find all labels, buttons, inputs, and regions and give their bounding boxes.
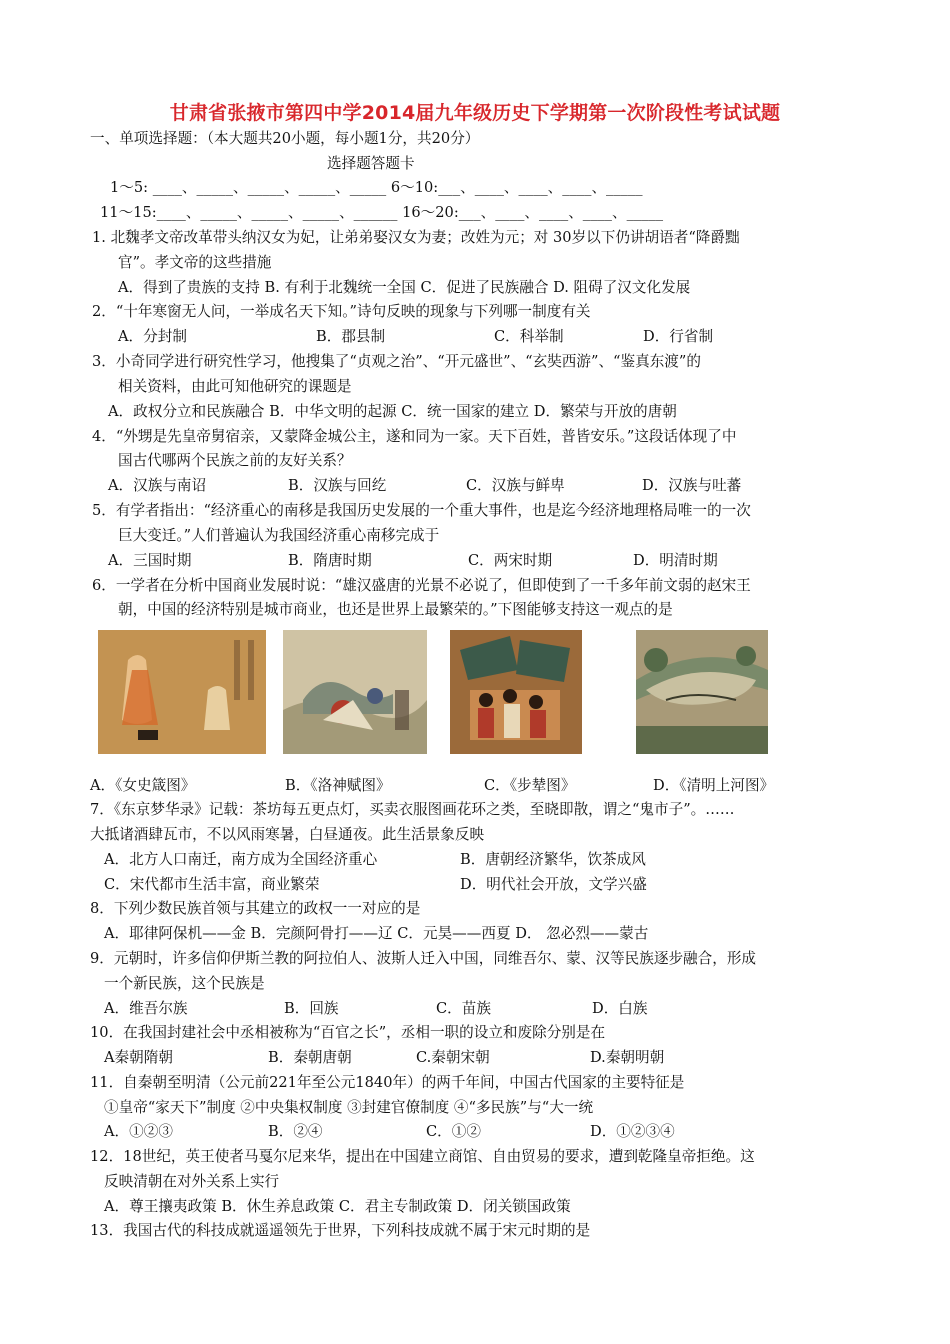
option-a: A．①②③ [104, 1123, 173, 1140]
option-a: A．北方人口南迁，南方成为全国经济重心 [104, 851, 378, 868]
question-text: 8．下列少数民族首领与其建立的政权一一对应的是 [90, 900, 421, 917]
question-text: 6．一学者在分析中国商业发展时说：“雄汉盛唐的光景不必说了，但即使到了一千多年前文弱的赵宋王 [92, 577, 751, 594]
question-text: 相关资料，由此可知他研究的课题是 [118, 378, 352, 395]
answer-card-row: 11～15:____、_____、_____、_____、______ 16～20:___、____、____、____、_____ [100, 204, 664, 221]
option-c: C．两宋时期 [468, 552, 553, 569]
option-text: A．耶律阿保机——金 B．完颜阿骨打——辽 C．元昊——西夏 D． 忽必烈——蒙古 [104, 925, 649, 942]
option-b: B．郡县制 [316, 328, 386, 345]
option-b: B．隋唐时期 [288, 552, 372, 569]
painting-image [98, 630, 266, 754]
option-text: A．得到了贵族的支持 B. 有利于北魏统一全国 C．促进了民族融合 D. 阻碍了汉文化发展 [118, 279, 691, 296]
question-text: 反映清朝在对外关系上实行 [104, 1173, 280, 1190]
option-c: C．苗族 [436, 1000, 491, 1017]
question-text: 朝，中国的经济特别是城市商业，也还是世界上最繁荣的。”下图能够支持这一观点的是 [118, 601, 673, 618]
option-a: A．汉族与南诏 [108, 477, 207, 494]
question-text: 大抵诸酒肆瓦市，不以风雨寒暑，白昼通夜。此生活景象反映 [90, 826, 485, 843]
question-text: 5．有学者指出：“经济重心的南移是我国历史发展的一个重大事件，也是迄今经济地理格局唯一的一次 [92, 502, 751, 519]
option-d: D.秦朝明朝 [590, 1049, 665, 1066]
option-c: C．《步辇图》 [484, 777, 576, 794]
question-text: 10．在我国封建社会中丞相被称为“百官之长”，丞相一职的设立和废除分别是在 [90, 1024, 606, 1041]
option-c: C．①② [426, 1123, 481, 1140]
question-text: 3．小奇同学进行研究性学习，他搜集了“贞观之治”、“开元盛世”、“玄奘西游”、“鉴真东渡”的 [92, 353, 701, 370]
option-d: D．明代社会开放，文学兴盛 [460, 876, 647, 893]
option-b: B．秦朝唐朝 [268, 1049, 352, 1066]
option-c: C．宋代都市生活丰富，商业繁荣 [104, 876, 320, 893]
option-d: D．行省制 [643, 328, 714, 345]
answer-card-row: 1～5: ____、_____、_____、_____、_____ 6～10:___、____、____、____、_____ [110, 179, 643, 196]
question-text: 12．18世纪，英王使者马戛尔尼来华，提出在中国建立商馆、自由贸易的要求，遭到乾隆皇帝拒绝。这 [90, 1148, 755, 1165]
question-text: 9．元朝时，许多信仰伊斯兰教的阿拉伯人、波斯人迁入中国，同维吾尔、蒙、汉等民族逐步融合，形成 [90, 950, 757, 967]
question-text: ①皇帝“家天下”制度 ②中央集权制度 ③封建官僚制度 ④“多民族”与“大一统 [104, 1099, 594, 1116]
question-text: 2．“十年寒窗无人问，一举成名天下知。”诗句反映的现象与下列哪一制度有关 [92, 303, 591, 320]
option-a: A．三国时期 [108, 552, 192, 569]
option-b: B．《洛神赋图》 [285, 777, 391, 794]
option-text: A．尊王攘夷政策 B．休生养息政策 C．君主专制政策 D．闭关锁国政策 [104, 1198, 571, 1215]
question-text: 巨大变迁。”人们普遍认为我国经济重心南移完成于 [118, 527, 440, 544]
question-text: 一个新民族，这个民族是 [104, 975, 265, 992]
option-b: B．②④ [268, 1123, 323, 1140]
option-d: D．汉族与吐蕃 [642, 477, 742, 494]
question-text: 1. 北魏孝文帝改革带头纳汉女为妃，让弟弟娶汉女为妻；改姓为元；对 30岁以下仍讲胡语者“降爵黜 [92, 229, 740, 246]
option-b: B．汉族与回纥 [288, 477, 387, 494]
painting-image [636, 630, 768, 754]
option-a: A．维吾尔族 [104, 1000, 188, 1017]
option-c: C．汉族与鲜卑 [466, 477, 565, 494]
option-b: B．回族 [284, 1000, 339, 1017]
question-text: 11．自秦朝至明清（公元前221年至公元1840年）的两千年间，中国古代国家的主要特征是 [90, 1074, 685, 1091]
option-c: C．科举制 [494, 328, 564, 345]
painting-image [450, 630, 582, 754]
option-b: B．唐朝经济繁华，饮茶成风 [460, 851, 646, 868]
option-d: D．白族 [592, 1000, 648, 1017]
option-d: D．①②③④ [590, 1123, 675, 1140]
question-text: 7．《东京梦华录》记载：茶坊每五更点灯，买卖衣服图画花环之类，至晓即散，谓之“鬼市子”。…… [90, 801, 735, 818]
painting-image [283, 630, 427, 754]
option-d: D．明清时期 [633, 552, 718, 569]
option-a: A．分封制 [118, 328, 187, 345]
question-text: 官”。孝文帝的这些措施 [118, 254, 272, 271]
question-text: 国古代哪两个民族之前的友好关系？ [118, 452, 352, 469]
question-text: 13．我国古代的科技成就遥遥领先于世界，下列科技成就不属于宋元时期的是 [90, 1222, 591, 1239]
option-d: D．《清明上河图》 [653, 777, 775, 794]
section-heading: 一、单项选择题：（本大题共20小题，每小题1分，共20分） [90, 130, 480, 147]
page-title: 甘肃省张掖市第四中学2014届九年级历史下学期第一次阶段性考试试题 [169, 102, 781, 124]
question-text: 4．“外甥是先皇帝舅宿亲，又蒙降金城公主，遂和同为一家。天下百姓，普皆安乐。”这段话体现了中 [92, 428, 737, 445]
answer-card-heading: 选择题答题卡 [327, 155, 415, 172]
option-text: A．政权分立和民族融合 B．中华文明的起源 C．统一国家的建立 D．繁荣与开放的唐朝 [108, 403, 677, 420]
option-c: C.秦朝宋朝 [416, 1049, 490, 1066]
option-a: A．《女史箴图》 [90, 777, 196, 794]
option-a: A秦朝隋朝 [104, 1049, 173, 1066]
